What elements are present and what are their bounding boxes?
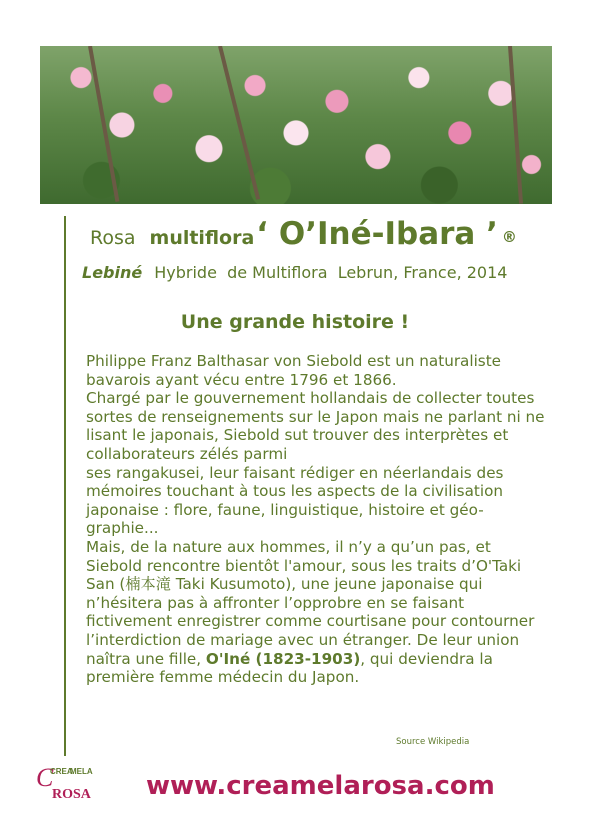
subtitle-description: Hybride de Multiflora Lebrun, France, 2014 [154,263,508,282]
story-text [86,352,546,687]
trellis-stem [88,46,119,202]
logo-text-crea: CREA [50,767,73,776]
paragraph: Chargé par le gouvernement hollandais de collecter toutes sortes de renseignements sur le Japon mais ne parlant ni ne lisant le japonais, Siebold sut trouver des interprètes et collaborateurs zélés parmi [86,389,545,463]
logo-text-mela: MELA [70,767,93,776]
trellis-stem [218,46,260,200]
source-credit: Source Wikipedia [396,737,470,747]
cultivar-name: ‘ O’Iné-Ibara ’ [256,216,498,252]
paragraph: Philippe Franz Balthasar von Siebold est un naturaliste bavarois ayant vécu entre 1796 et 1866. [86,352,502,389]
breeder-code: Lebiné [82,263,143,282]
registered-mark: ® [501,228,517,246]
creamelarosa-logo [34,762,104,804]
vertical-rule [64,216,66,756]
paragraph-part: , qui deviendra la première femme médecin du Japon. [86,649,493,687]
svg-text:C: C [36,763,54,792]
rose-title [90,216,517,252]
subtitle [82,263,507,282]
highlight-name: O'Iné (1823-1903) [205,649,361,668]
trellis-stem [508,46,523,204]
section-heading: Une grande histoire ! [180,311,410,333]
genus-label: Rosa [90,227,136,249]
paragraph [86,538,546,687]
website-link[interactable]: www.creamelarosa.com [146,771,495,801]
paragraph: ses rangakusei, leur faisant rédiger en néerlandais des mémoires touchant à tous les aspects de la civilisation japonaise : flore, faune, linguistique, histoire et géo-graphie... [86,463,504,538]
logo-text-rosa: ROSA [52,787,91,802]
paragraph-part: Mais, de la nature aux hommes, il n’y a qu’un pas, et Siebold rencontre bientôt l'amour, sous les traits d’O'Taki San (楠本滝 Taki Kusumoto), une jeune japonaise qui n’hésitera pas à affronter l’opprobre en se faisant fictivement enregistrer comme courtisane pour contourner l’interdiction de mariage avec un étranger. De leur union naîtra une fille, [86,537,535,668]
rose-photo [40,46,552,204]
species-label: multiflora [149,227,255,249]
